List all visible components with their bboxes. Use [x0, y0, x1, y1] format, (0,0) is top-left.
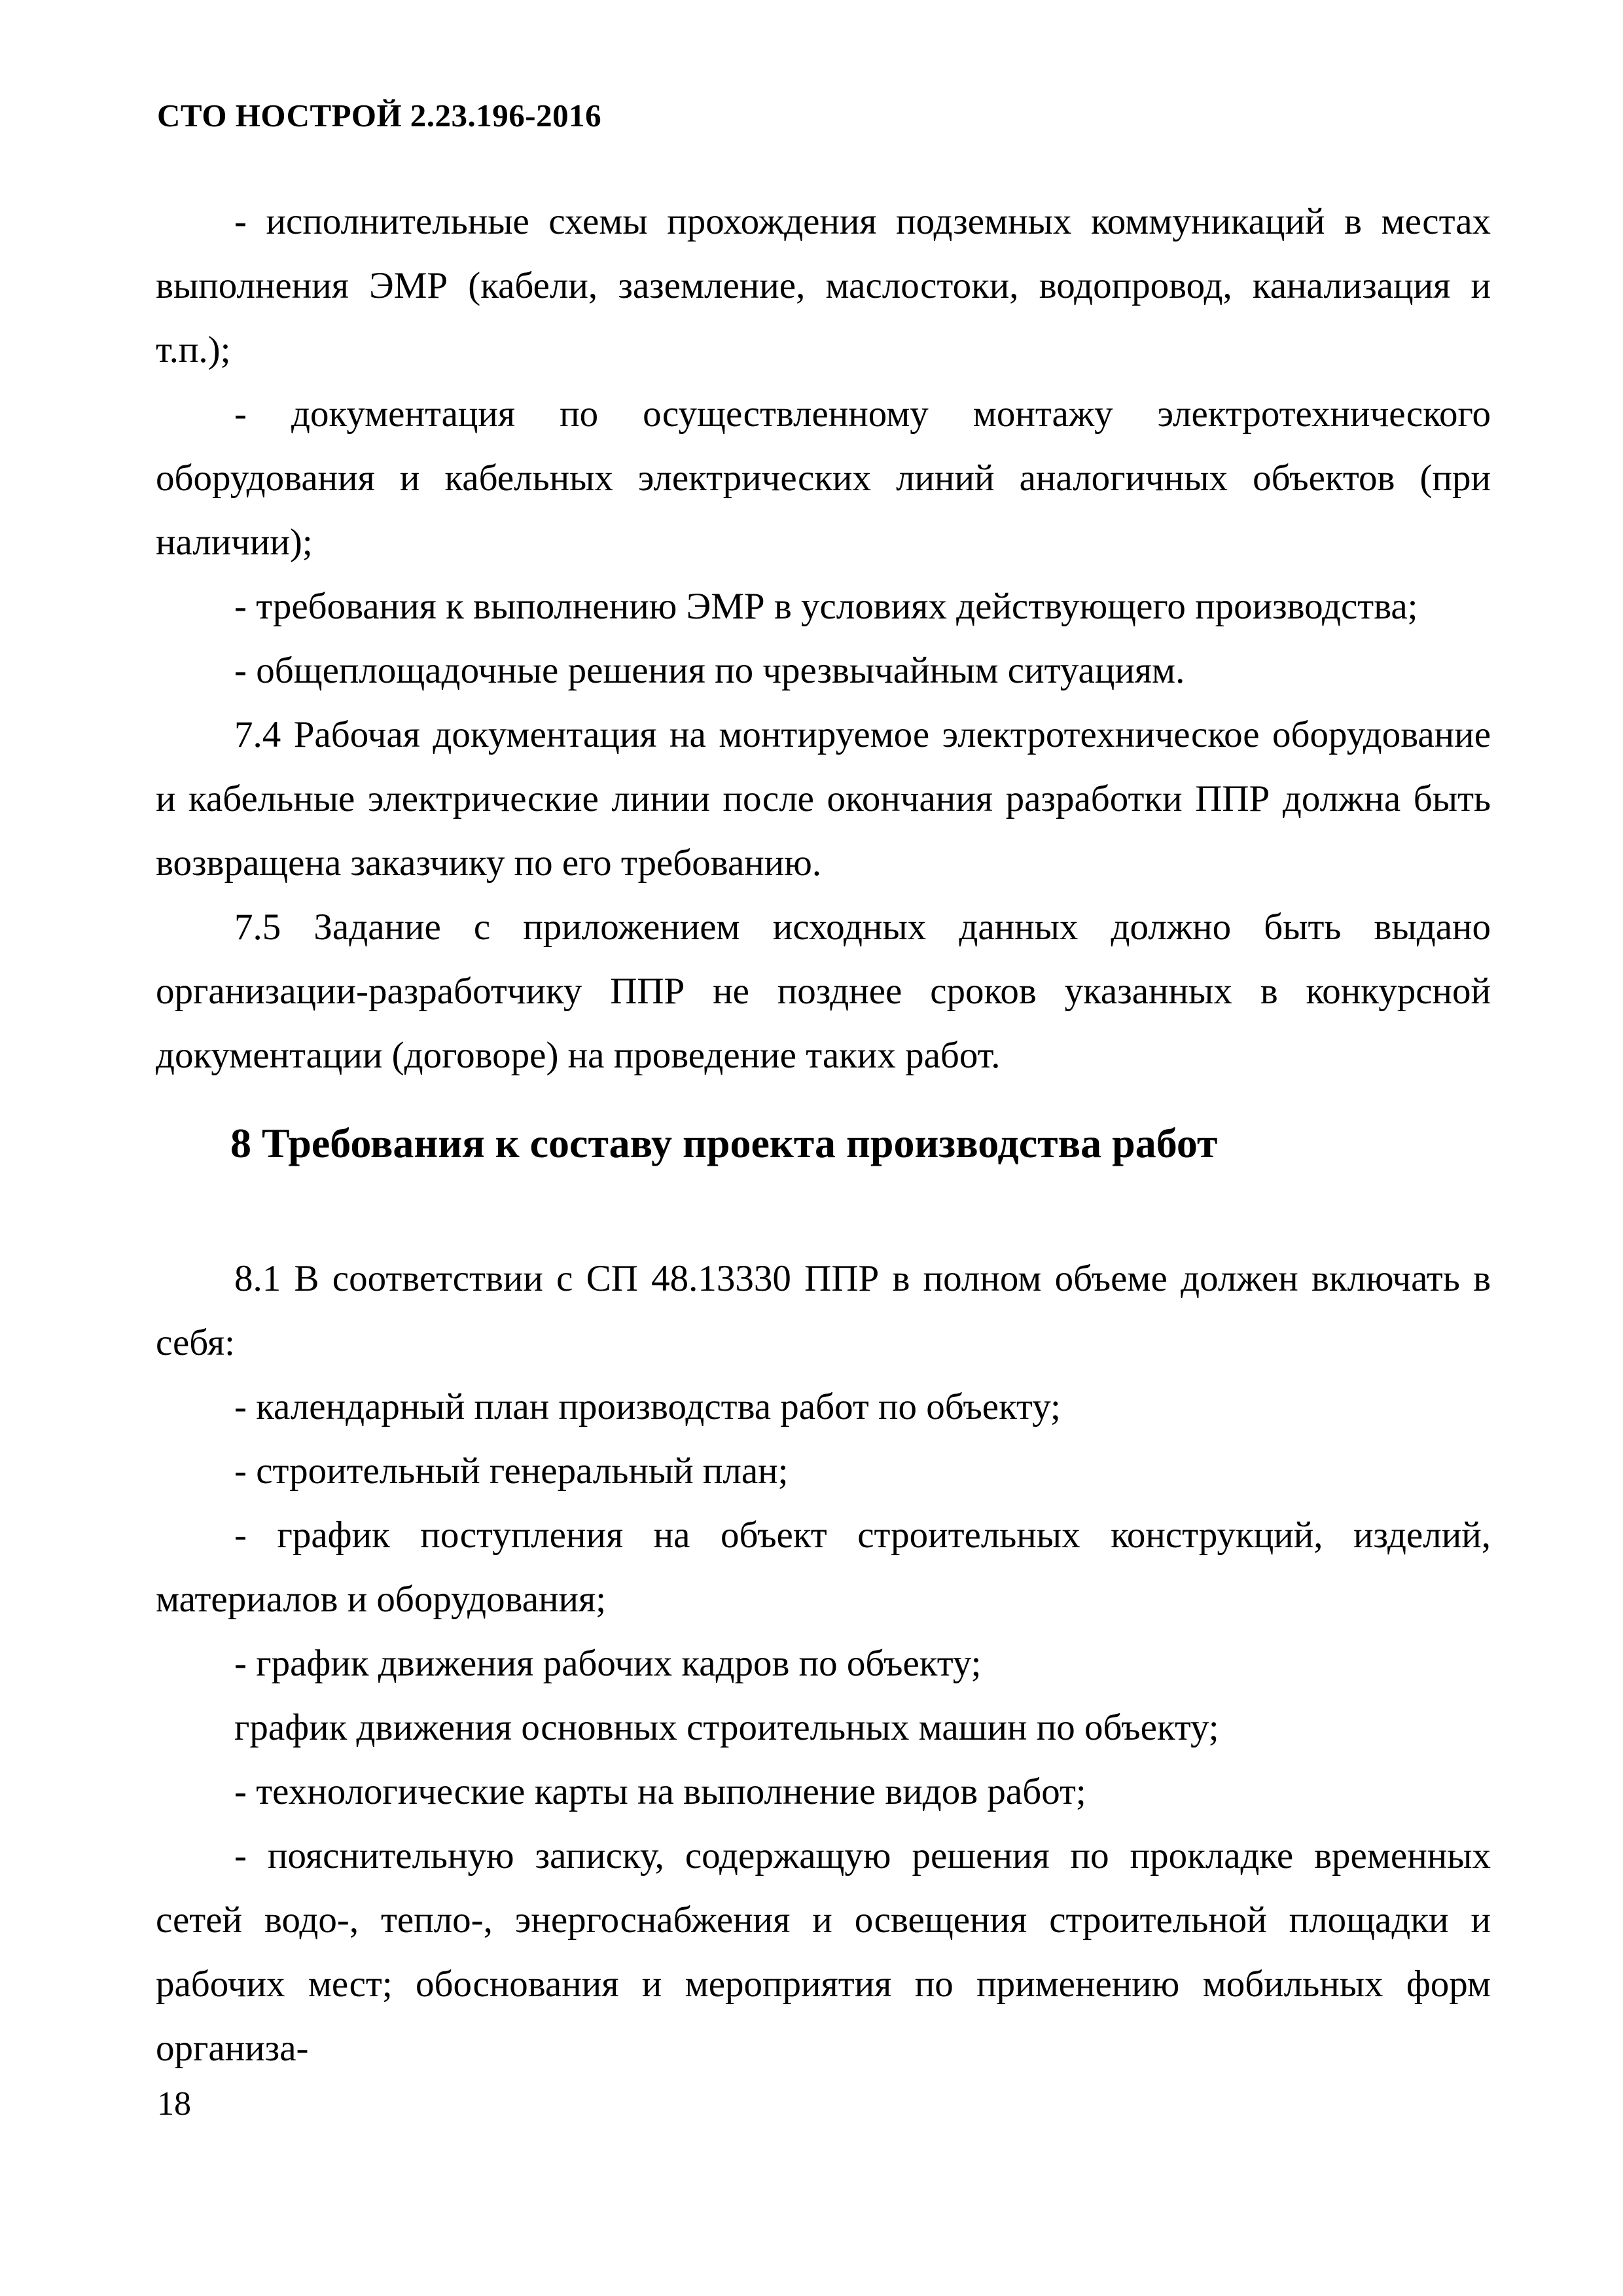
- paragraph-requirements-active-production: - требования к выполнению ЭМР в условиях действующего производства;: [234, 586, 1418, 627]
- paragraph-8-1: 8.1 В соответствии с СП 48.13330 ППР в полном объеме должен включать в себя:: [156, 1258, 1491, 1363]
- list-item-workforce-schedule: - график движения рабочих кадров по объекту;: [234, 1643, 982, 1684]
- paragraph-7-4: 7.4 Рабочая документация на монтируемое электротехническое оборудование и кабельные электрические линии после окончания разработки ППР должна быть возвращена заказчику по его требованию.: [156, 714, 1491, 884]
- paragraph-7-5: 7.5 Задание с приложением исходных данных должно быть выдано организации-разработчику ППР не позднее сроков указанных в конкурсной документации (договоре) на проведение таких работ.: [156, 906, 1491, 1076]
- section-8-heading: 8 Требования к составу проекта производства работ: [230, 1120, 1218, 1166]
- page-number: 18: [157, 2085, 191, 2123]
- section-8-text-block: [156, 1247, 1491, 2081]
- list-item-explanatory-note: - пояснительную записку, содержащую решения по прокладке временных сетей водо-, тепло-, энергоснабжения и освещения строительной площадки и рабочих мест; обоснования и мероприятия по применению мобильных форм организа-: [156, 1835, 1491, 2069]
- list-item-machinery-schedule: график движения основных строительных машин по объекту;: [234, 1707, 1219, 1748]
- list-item-calendar-plan: - календарный план производства работ по объекту;: [234, 1386, 1061, 1427]
- list-item-delivery-schedule: - график поступления на объект строительных конструкций, изделий, материалов и оборудования;: [156, 1515, 1491, 1620]
- document-header-code: СТО НОСТРОЙ 2.23.196-2016: [157, 98, 602, 134]
- paragraph-executive-schemes: - исполнительные схемы прохождения подземных коммуникаций в местах выполнения ЭМР (кабели, заземление, маслостоки, водопровод, канализация и т.п.);: [156, 201, 1491, 370]
- section-7-text-block: [156, 190, 1491, 1088]
- paragraph-installation-docs: - документация по осуществленному монтажу электротехнического оборудования и кабельных электрических линий аналогичных объектов (при наличии);: [156, 393, 1491, 563]
- list-item-general-plan: - строительный генеральный план;: [234, 1450, 789, 1492]
- paragraph-emergency-solutions: - общеплощадочные решения по чрезвычайным ситуациям.: [234, 650, 1185, 691]
- list-item-technological-maps: - технологические карты на выполнение видов работ;: [234, 1771, 1086, 1812]
